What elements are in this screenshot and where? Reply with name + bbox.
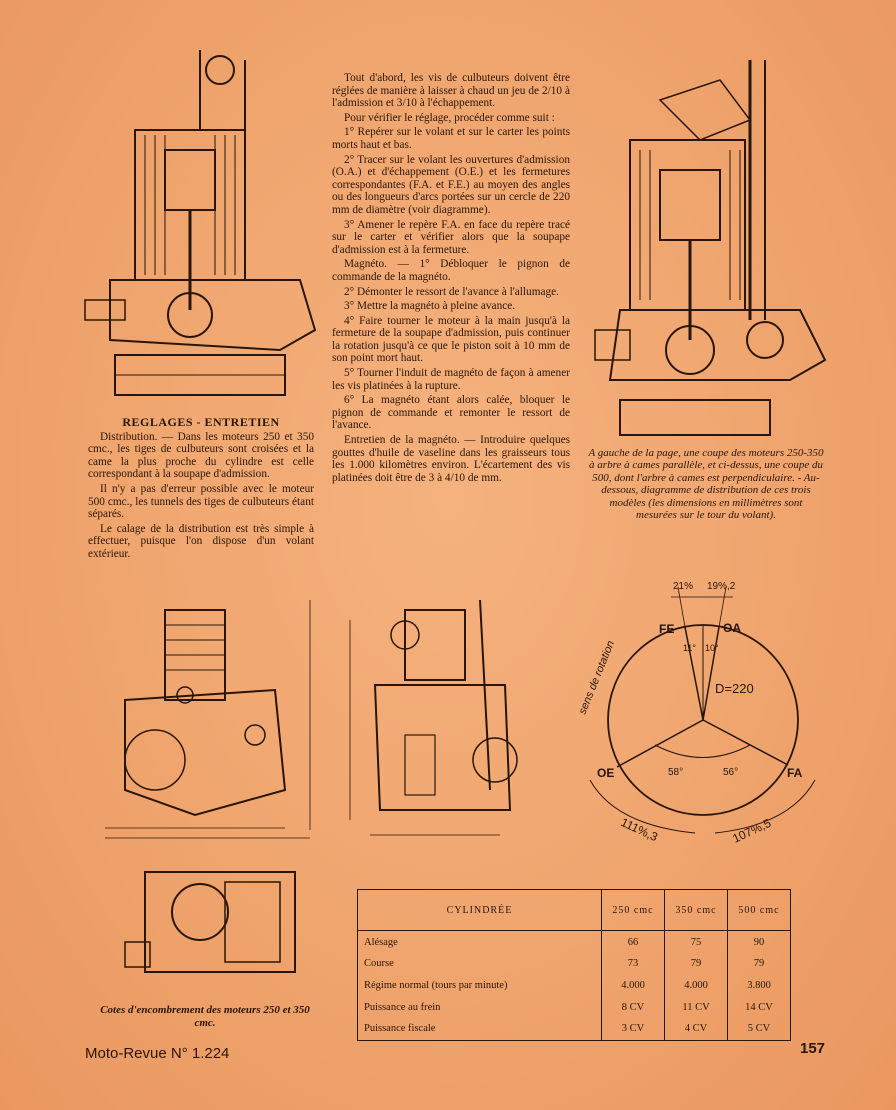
- middle-text-column: [332, 72, 570, 486]
- table-row: [358, 1018, 791, 1041]
- table-cell: 4.000: [665, 975, 728, 997]
- diagram-label-oe: OE: [597, 766, 615, 780]
- table-row: [358, 996, 791, 1018]
- table-cell: 14 CV: [728, 996, 791, 1018]
- diagram-arc-top-right: 19%,2: [707, 581, 736, 592]
- table-cell: 75: [665, 931, 728, 954]
- paragraph: 1° Repérer sur le volant et sur le carter les points morts haut et bas.: [332, 126, 570, 151]
- paragraph: 4° Faire tourner le moteur à la main jusqu'à la fermeture de la soupape d'admission, puis continuer la rotation jusqu'à ce que le piston soit à 10 mm de son point mort haut.: [332, 314, 570, 365]
- engine-specifications-table: [357, 889, 791, 1041]
- paragraph: Entretien de la magnéto. — Introduire quelques gouttes d'huile de vaseline dans les graisseurs tous les 1.000 kilomètres environ. L'écartement des vis platinées doit être de 3 à 4/10 de mm.: [332, 434, 570, 484]
- engine-500-section-drawing: [590, 40, 830, 440]
- table-header: 350 cmc: [665, 890, 728, 931]
- paragraph: Pour vérifier le réglage, procéder comme suit :: [344, 111, 555, 124]
- diagram-angle-fa: 56°: [723, 767, 739, 778]
- engine-500-dimensions-drawing: [330, 590, 530, 855]
- diagram-label-fa: FA: [787, 766, 803, 780]
- diagram-angle-oa: 10°: [705, 643, 719, 653]
- table-cell: 5 CV: [728, 1018, 791, 1041]
- diagram-arc-bottom-left: 111%,3: [618, 815, 660, 845]
- engine-dimensions-side-drawing: [85, 590, 330, 845]
- table-header: 500 cmc: [728, 890, 791, 931]
- paragraph: 2° Démonter le ressort de l'avance à l'allumage.: [344, 285, 559, 298]
- dimensions-caption: Cotes d'encombrement des moteurs 250 et 350 cmc.: [100, 1004, 310, 1029]
- page-number: 157: [800, 1040, 826, 1057]
- table-row-label: Puissance au frein: [358, 996, 602, 1018]
- diagram-label-fe: FE: [659, 622, 675, 636]
- table-cell: 66: [602, 931, 665, 954]
- table-cell: 79: [665, 953, 728, 975]
- diagram-angle-fe: 11°: [683, 643, 696, 653]
- diagram-label-oa: OA: [723, 621, 741, 635]
- table-cell: 8 CV: [602, 996, 665, 1018]
- magazine-issue-footer: Moto-Revue N° 1.224: [85, 1045, 230, 1062]
- table-cell: 4.000: [602, 975, 665, 997]
- paragraph: 2° Tracer sur le volant les ouvertures d'admission (O.A.) et d'échappement (O.E.) et les fermetures correspondantes (F.A. et F.E.) au moyen des angles ou des longueurs d'arcs portées sur un cercle de 220 mm de diamètre (voir diagramme).: [332, 153, 570, 216]
- table-cell: 4 CV: [665, 1018, 728, 1041]
- engine-dimensions-top-drawing: [115, 857, 325, 992]
- table-header: CYLINDRÉE: [358, 890, 602, 931]
- table-row: [358, 931, 791, 954]
- diagram-angle-oe: 58°: [668, 767, 684, 778]
- diagram-arc-top-left: 21%: [673, 581, 694, 592]
- table-cell: 3.800: [728, 975, 791, 997]
- table-row: [358, 953, 791, 975]
- paragraph: 5° Tourner l'induit de magnéto de façon à amener les vis platinées à la rupture.: [332, 367, 570, 392]
- table-row-label: Régime normal (tours par minute): [358, 975, 602, 997]
- table-cell: 90: [728, 931, 791, 954]
- table-cell: 11 CV: [665, 996, 728, 1018]
- table-row-label: Puissance fiscale: [358, 1018, 602, 1041]
- paragraph: 6° La magnéto étant alors calée, bloquer le pignon de commande et remonter le ressort de l'avance.: [332, 394, 570, 432]
- engine-section-caption: A gauche de la page, une coupe des moteurs 250-350 à arbre à cames parallèle, et ci-dessus, une coupe du 500, dont l'arbre à cames est perpendiculaire. - Au-dessous, diagramme de distribution de ces trois modèles (les dimensions en millimètres sont mesurées sur le tour du volant).: [588, 447, 824, 522]
- paragraph: 3° Mettre la magnéto à pleine avance.: [344, 300, 516, 313]
- paragraph: 3° Amener le repère F.A. en face du repère tracé sur le carter et vérifier alors que la soupape d'admission est à la fermeture.: [332, 218, 570, 256]
- table-cell: 79: [728, 953, 791, 975]
- table-row-label: Alésage: [358, 931, 602, 954]
- table-row-label: Course: [358, 953, 602, 975]
- engine-250-350-section-drawing: [80, 40, 325, 405]
- valve-timing-diagram: [575, 575, 830, 855]
- table-header-row: [358, 890, 791, 931]
- section-heading: REGLAGES - ENTRETIEN: [122, 415, 280, 429]
- table-cell: 73: [602, 953, 665, 975]
- paragraph: Le calage de la distribution est très simple à effectuer, puisque l'on dispose d'un volant extérieur.: [88, 522, 314, 560]
- diagram-arc-bottom-right: 107%,5: [730, 815, 774, 846]
- left-text-column: [88, 416, 314, 563]
- paragraph: Il n'y a pas d'erreur possible avec le moteur 500 cmc., les tunnels des tiges de culbuteurs étant séparés.: [88, 482, 314, 521]
- paragraph: Tout d'abord, les vis de culbuteurs doivent être réglées de manière à laisser à chaud un jeu de 2/10 à l'admission et 3/10 à l'échappement.: [332, 72, 570, 110]
- table-cell: 3 CV: [602, 1018, 665, 1041]
- paragraph: Distribution. — Dans les moteurs 250 et 350 cmc., les tiges de culbuteurs sont croisées et la came la plus proche du cylindre est celle correspondant à la soupape d'admission.: [88, 430, 314, 481]
- diagram-diameter: D=220: [715, 681, 754, 696]
- table-header: 250 cmc: [602, 890, 665, 931]
- diagram-rotation-label: sens de rotation: [576, 639, 618, 717]
- table-row: [358, 975, 791, 997]
- paragraph: Magnéto. — 1° Débloquer le pignon de commande de la magnéto.: [332, 258, 570, 283]
